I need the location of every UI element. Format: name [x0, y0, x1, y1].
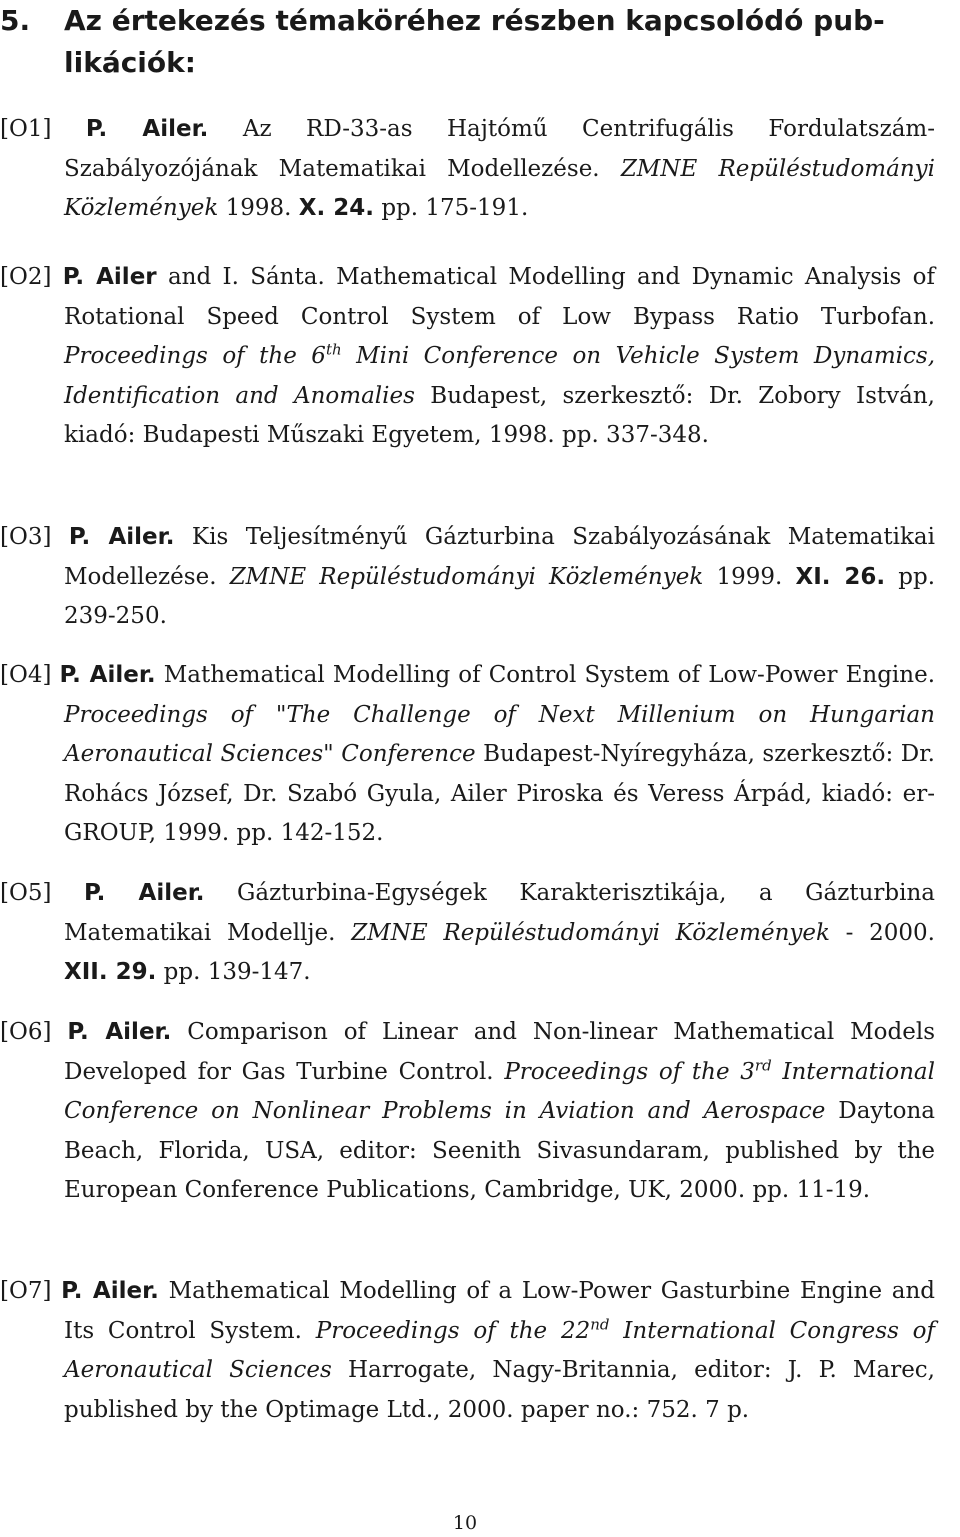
reference-rest: Budapest-Nyíregyháza, szerkesztő: Dr. Rohács József, Dr. Szabó Gyula, Ailer Piroska és Veress Árpád, kiadó: er-GROUP, 1999. pp. 142-152. [64, 741, 935, 846]
reference-author: P. Ailer. [59, 662, 156, 688]
reference-coauthor: and I. Sánta. [167, 264, 325, 290]
reference-label: [O5] [0, 880, 52, 906]
reference-title: Mathematical Modelling of Control System of Low-Power Engine. [163, 662, 936, 688]
reference-venue-sup: th [325, 340, 342, 359]
reference-pages: pp. 139-147. [163, 959, 311, 985]
reference-title: Az RD-33-as Hajtómű Centrifugális Fordulatszám-Szabályozójának Matematikai Modellezése. [64, 116, 935, 182]
section-heading [0, 0, 930, 84]
reference-label: [O6] [0, 1019, 52, 1045]
reference-volume: XI. 26. [795, 563, 886, 590]
reference-title: Gázturbina-Egységek Karakterisztikája, a Gázturbina Matematikai Modellje. [64, 880, 935, 946]
reference-pages: pp. 175-191. [381, 195, 529, 221]
reference-venue-a: Proceedings of the 6 [64, 343, 326, 369]
reference-title: Mathematical Modelling of a Low-Power Gasturbine Engine and Its Control System. [64, 1278, 936, 1344]
reference-title: Mathematical Modelling and Dynamic Analysis of Rotational Speed Control System of Low Bypass Ratio Turbofan. [64, 264, 936, 330]
reference-rest: Budapest, szerkesztő: Dr. Zobory István, kiadó: Budapesti Műszaki Egyetem, 1998. pp. 337-348. [64, 382, 935, 448]
reference-year: - 2000. [845, 919, 935, 946]
reference-title: Comparison of Linear and Non-linear Mathematical Models Developed for Gas Turbine Control. [64, 1019, 936, 1085]
reference-author: P. Ailer [62, 264, 157, 290]
reference-volume: XII. 29. [64, 959, 157, 985]
reference-label: [O3] [0, 524, 52, 550]
reference-item-o5 [0, 874, 935, 993]
reference-venue: ZMNE Repüléstudományi Közlemények [64, 155, 935, 221]
reference-item-o6 [0, 1013, 935, 1211]
reference-rest: Daytona Beach, Florida, USA, editor: Seenith Sivasundaram, published by the European Conference Publications, Cambridge, UK, 2000. pp. 11-19. [64, 1098, 936, 1203]
reference-year: 1999. [716, 563, 783, 590]
reference-author: P. Ailer. [67, 1019, 172, 1045]
reference-title: Kis Teljesítményű Gázturbina Szabályozásának Matematikai Modellezése. [64, 524, 936, 590]
reference-venue-a: Proceedings of the 22 [315, 1317, 591, 1344]
reference-venue-a: Proceedings of the 3 [504, 1058, 755, 1085]
reference-venue-sup: nd [590, 1314, 610, 1333]
reference-venue: Proceedings of "The Challenge of Next Millenium on Hungarian Aeronautical Sciences" Conference [64, 701, 935, 767]
reference-author: P. Ailer. [61, 1278, 159, 1304]
reference-venue-sup: rd [754, 1055, 772, 1074]
section-number: 5. [0, 4, 31, 37]
reference-label: [O7] [0, 1278, 52, 1304]
section-title-line2: likációk: [64, 46, 196, 79]
reference-pages: pp. 239-250. [64, 563, 936, 629]
reference-item-o3 [0, 518, 935, 637]
reference-volume: X. 24. [298, 195, 374, 221]
reference-rest: Harrogate, Nagy-Britannia, editor: J. P. Marec, published by the Optimage Ltd., 2000. paper no.: 752. 7 p. [64, 1357, 935, 1423]
reference-item-o4 [0, 656, 935, 854]
page-number: 10 [452, 1512, 478, 1534]
reference-label: [O4] [0, 662, 52, 688]
section-title-line1: Az értekezés témaköréhez részben kapcsolódó pub- [64, 4, 885, 37]
reference-label: [O2] [0, 264, 52, 290]
reference-label: [O1] [0, 116, 52, 142]
reference-item-o7 [0, 1272, 935, 1430]
reference-venue: ZMNE Repüléstudományi Közlemények [351, 919, 830, 946]
reference-year: 1998. [225, 195, 292, 221]
reference-venue-b: International Conference on Nonlinear Problems in Aviation and Aerospace [64, 1058, 935, 1124]
reference-venue-b: Mini Conference on Vehicle System Dynamics, Identification and Anomalies [64, 343, 935, 409]
reference-author: P. Ailer. [83, 880, 205, 906]
reference-author: P. Ailer. [68, 524, 175, 550]
reference-author: P. Ailer. [85, 116, 209, 142]
reference-venue: ZMNE Repüléstudományi Közlemények [229, 563, 704, 590]
reference-item-o1 [0, 110, 935, 229]
reference-item-o2 [0, 258, 935, 456]
reference-venue-b: International Congress of Aeronautical Sciences [64, 1317, 936, 1383]
